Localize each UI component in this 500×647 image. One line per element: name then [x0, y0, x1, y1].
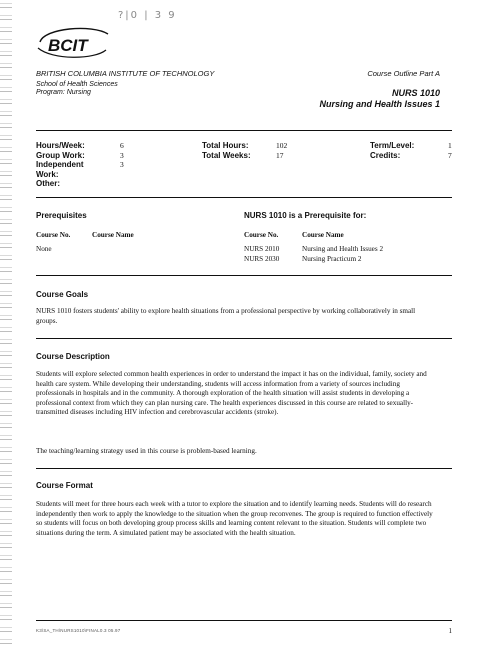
totals-values — [276, 141, 287, 160]
term-level-label: Term/Level: — [370, 141, 415, 150]
hours-values — [120, 141, 124, 170]
handwritten-scan-mark: ?|0 | 3 9 — [118, 10, 177, 21]
term-labels — [370, 141, 414, 160]
scan-edge-artifact — [0, 0, 12, 647]
prereq-col-name: Course Name — [92, 231, 134, 239]
divider-goals — [36, 338, 452, 339]
description-heading: Course Description — [36, 352, 110, 361]
school-name: School of Health Sciences — [36, 81, 118, 88]
prereq-for-col-name: Course Name — [302, 231, 344, 239]
format-text: Students will meet for three hours each week with a tutor to explore the situation and to identify learning needs. Students will do research independently then work to apply the knowledge to the situation when the group reconvenes. The group is required to function effectively so students will focus on both developing group process skills and learning content relevant to the situation. Students will complete two situations during the term. A simulated patient may be associated with the health situation. — [36, 500, 433, 537]
goals-text: NURS 1010 fosters students' ability to explore health situations from a professional perspective by working collaboratively in small groups. — [36, 307, 416, 325]
credits-label: Credits: — [370, 150, 401, 160]
course-title: Nursing and Health Issues 1 — [319, 99, 440, 109]
prereq-for-course-name: Nursing and Health Issues 2 — [302, 245, 384, 253]
format-heading: Course Format — [36, 481, 93, 490]
divider-hours — [36, 197, 452, 198]
prereq-for-course-name: Nursing Practicum 2 — [302, 255, 362, 263]
prereq-for-heading: NURS 1010 is a Prerequisite for: — [244, 211, 367, 220]
outline-label: Course Outline Part A — [367, 69, 440, 78]
program-name: Program: Nursing — [36, 89, 91, 96]
group-work-value: 3 — [120, 150, 124, 160]
prereq-for-course-no: NURS 2010 — [244, 245, 280, 253]
credits-value: 7 — [448, 150, 452, 160]
independent-work-value: 3 — [120, 160, 124, 169]
term-values — [448, 141, 452, 160]
divider-footer — [36, 620, 452, 621]
term-level-value: 1 — [448, 141, 452, 150]
prereq-for-row — [244, 255, 279, 264]
divider-description — [36, 468, 452, 469]
group-work-label: Group Work: — [36, 150, 85, 160]
footer-file-ref: K3\SA_TH\NURS1010\FINAL0.3 05.97 — [36, 628, 121, 633]
total-weeks-label: Total Weeks: — [202, 150, 251, 160]
goals-heading: Course Goals — [36, 290, 89, 299]
description-strategy: The teaching/learning strategy used in this course is problem-based learning. — [36, 447, 257, 455]
total-hours-label: Total Hours: — [202, 141, 249, 150]
prereq-for-row-name — [302, 255, 362, 264]
institute-name: BRITISH COLUMBIA INSTITUTE OF TECHNOLOGY — [36, 69, 215, 78]
description-text: Students will explore selected common health experiences in order to understand the impact it has on the individual, family, society and health care system. While developing their understanding, students will access information from a variety of sources including professionals in hospitals and in the community. A thorough exploration of the health situation will assist students in developing a professional context from which they can plan nursing care. The health experiences discussed in this course are related to sexually-transmitted diseases including HIV infection and cerebrovascular accidents (stroke). — [36, 370, 427, 417]
total-hours-value: 102 — [276, 141, 288, 150]
divider-top — [36, 130, 452, 131]
hours-labels — [36, 141, 106, 189]
totals-labels — [202, 141, 251, 160]
prerequisites-heading: Prerequisites — [36, 211, 87, 220]
prereq-value: None — [36, 245, 52, 253]
prereq-col-no: Course No. — [36, 231, 71, 239]
logo-text: BCIT — [48, 36, 88, 55]
prereq-for-col-no: Course No. — [244, 231, 279, 239]
hours-week-label: Hours/Week: — [36, 141, 85, 150]
course-code: NURS 1010 — [391, 88, 440, 98]
prereq-for-course-no: NURS 2030 — [244, 255, 280, 263]
bcit-logo-graphic — [34, 24, 112, 62]
hours-week-value: 6 — [120, 141, 124, 150]
prereq-for-row-name — [302, 245, 383, 254]
page-number: 1 — [448, 627, 452, 635]
bcit-logo — [34, 24, 112, 62]
school-block — [36, 81, 118, 97]
other-label: Other: — [36, 179, 60, 188]
divider-prereq — [36, 275, 452, 276]
total-weeks-value: 17 — [276, 150, 284, 160]
independent-work-label: Independent Work: — [36, 160, 84, 179]
prereq-for-row — [244, 245, 279, 254]
